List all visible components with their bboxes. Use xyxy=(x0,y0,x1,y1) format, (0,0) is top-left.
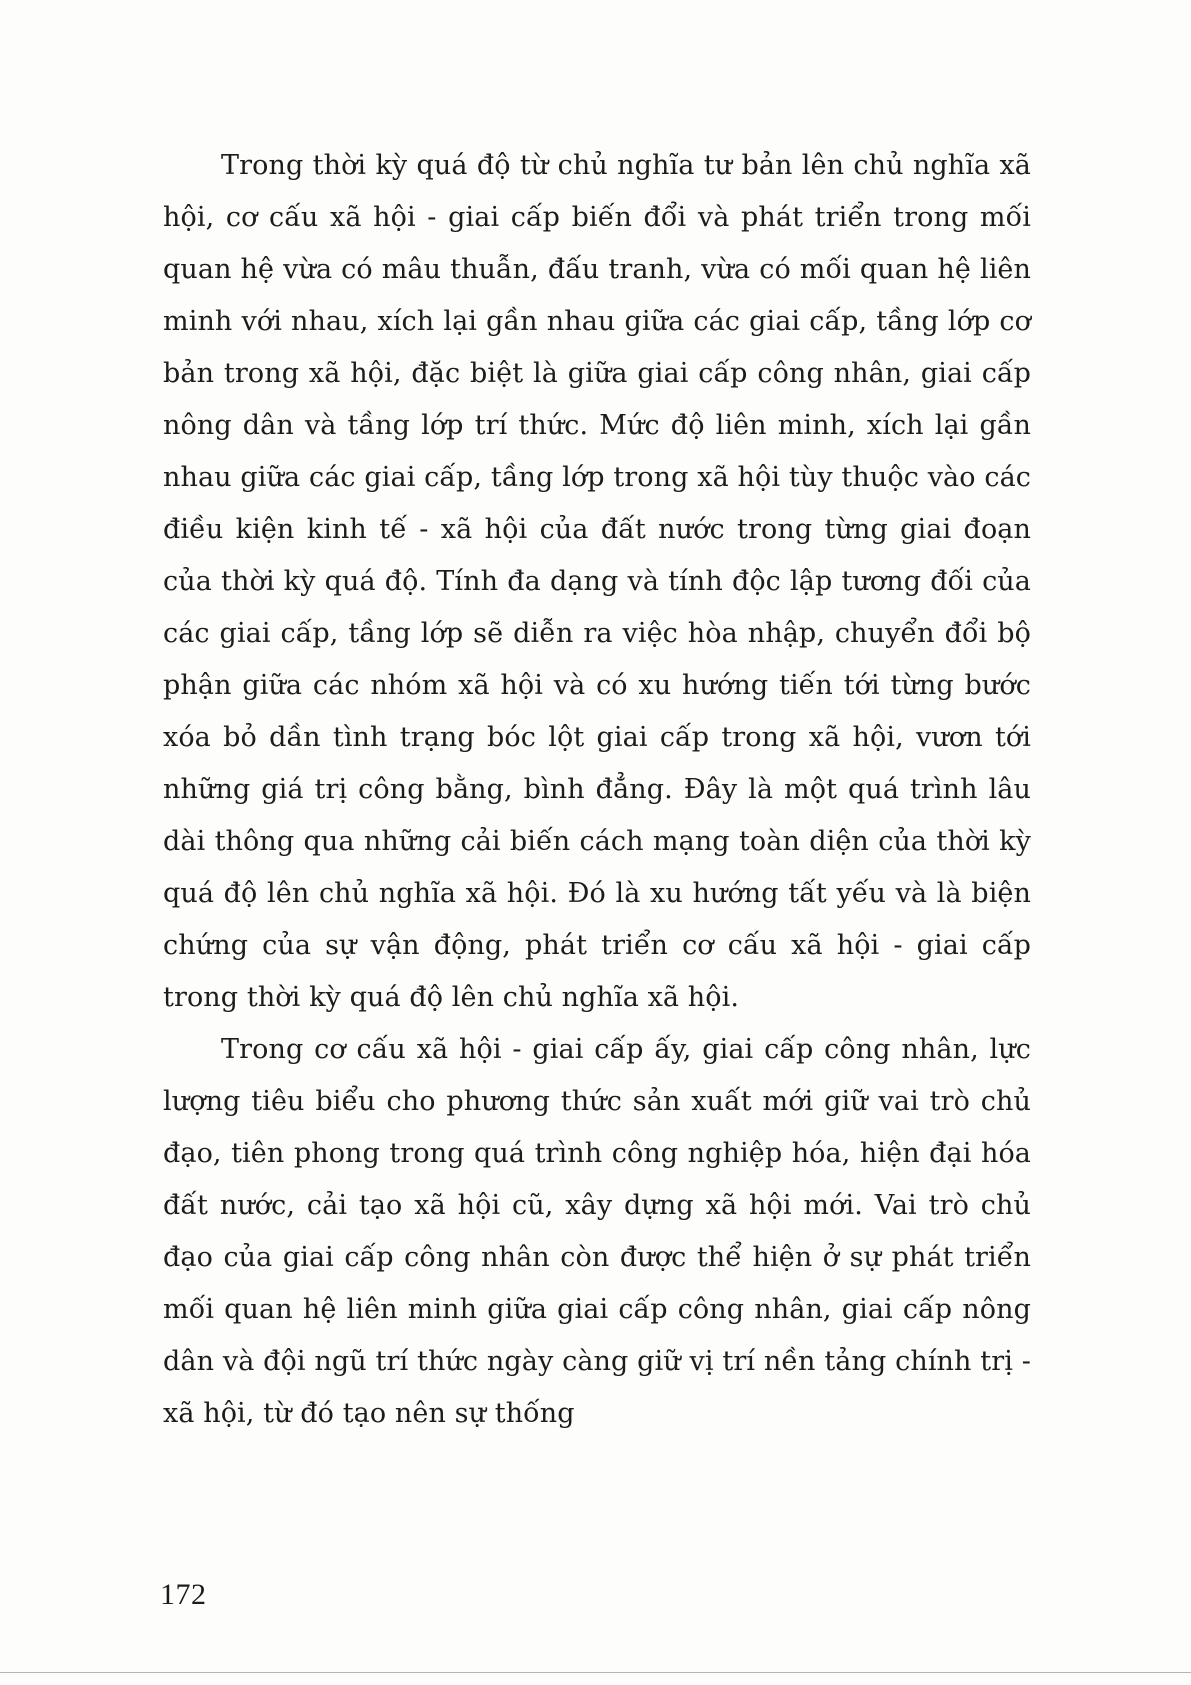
paragraph-2: Trong cơ cấu xã hội - giai cấp ấy, giai cấp công nhân, lực lượng tiêu biểu cho phương thức sản xuất mới giữ vai trò chủ đạo, tiên phong trong quá trình công nghiệp hóa, hiện đại hóa đất nước, cải tạo xã hội cũ, xây dựng xã hội mới. Vai trò chủ đạo của giai cấp công nhân còn được thể hiện ở sự phát triển mối quan hệ liên minh giữa giai cấp công nhân, giai cấp nông dân và đội ngũ trí thức ngày càng giữ vị trí nền tảng chính trị - xã hội, từ đó tạo nên sự thống xyxy=(163,1034,1031,1429)
page-number: 172 xyxy=(160,1578,207,1611)
paragraph-1: Trong thời kỳ quá độ từ chủ nghĩa tư bản lên chủ nghĩa xã hội, cơ cấu xã hội - giai cấp biến đổi và phát triển trong mối quan hệ vừa có mâu thuẫn, đấu tranh, vừa có mối quan hệ liên minh với nhau, xích lại gần nhau giữa các giai cấp, tầng lớp cơ bản trong xã hội, đặc biệt là giữa giai cấp công nhân, giai cấp nông dân và tầng lớp trí thức. Mức độ liên minh, xích lại gần nhau giữa các giai cấp, tầng lớp trong xã hội tùy thuộc vào các điều kiện kinh tế - xã hội của đất nước trong từng giai đoạn của thời kỳ quá độ. Tính đa dạng và tính độc lập tương đối của các giai cấp, tầng lớp sẽ diễn ra việc hòa nhập, chuyển đổi bộ phận giữa các nhóm xã hội và có xu hướng tiến tới từng bước xóa bỏ dần tình trạng bóc lột giai cấp trong xã hội, vươn tới những giá trị công bằng, bình đẳng. Đây là một quá trình lâu dài thông qua những cải biến cách mạng toàn diện của thời kỳ quá độ lên chủ nghĩa xã hội. Đó là xu hướng tất yếu và là biện chứng của sự vận động, phát triển cơ cấu xã hội - giai cấp trong thời kỳ quá độ lên chủ nghĩa xã hội. xyxy=(163,150,1031,1013)
body-text xyxy=(163,140,1031,1440)
bottom-divider xyxy=(0,1672,1191,1673)
